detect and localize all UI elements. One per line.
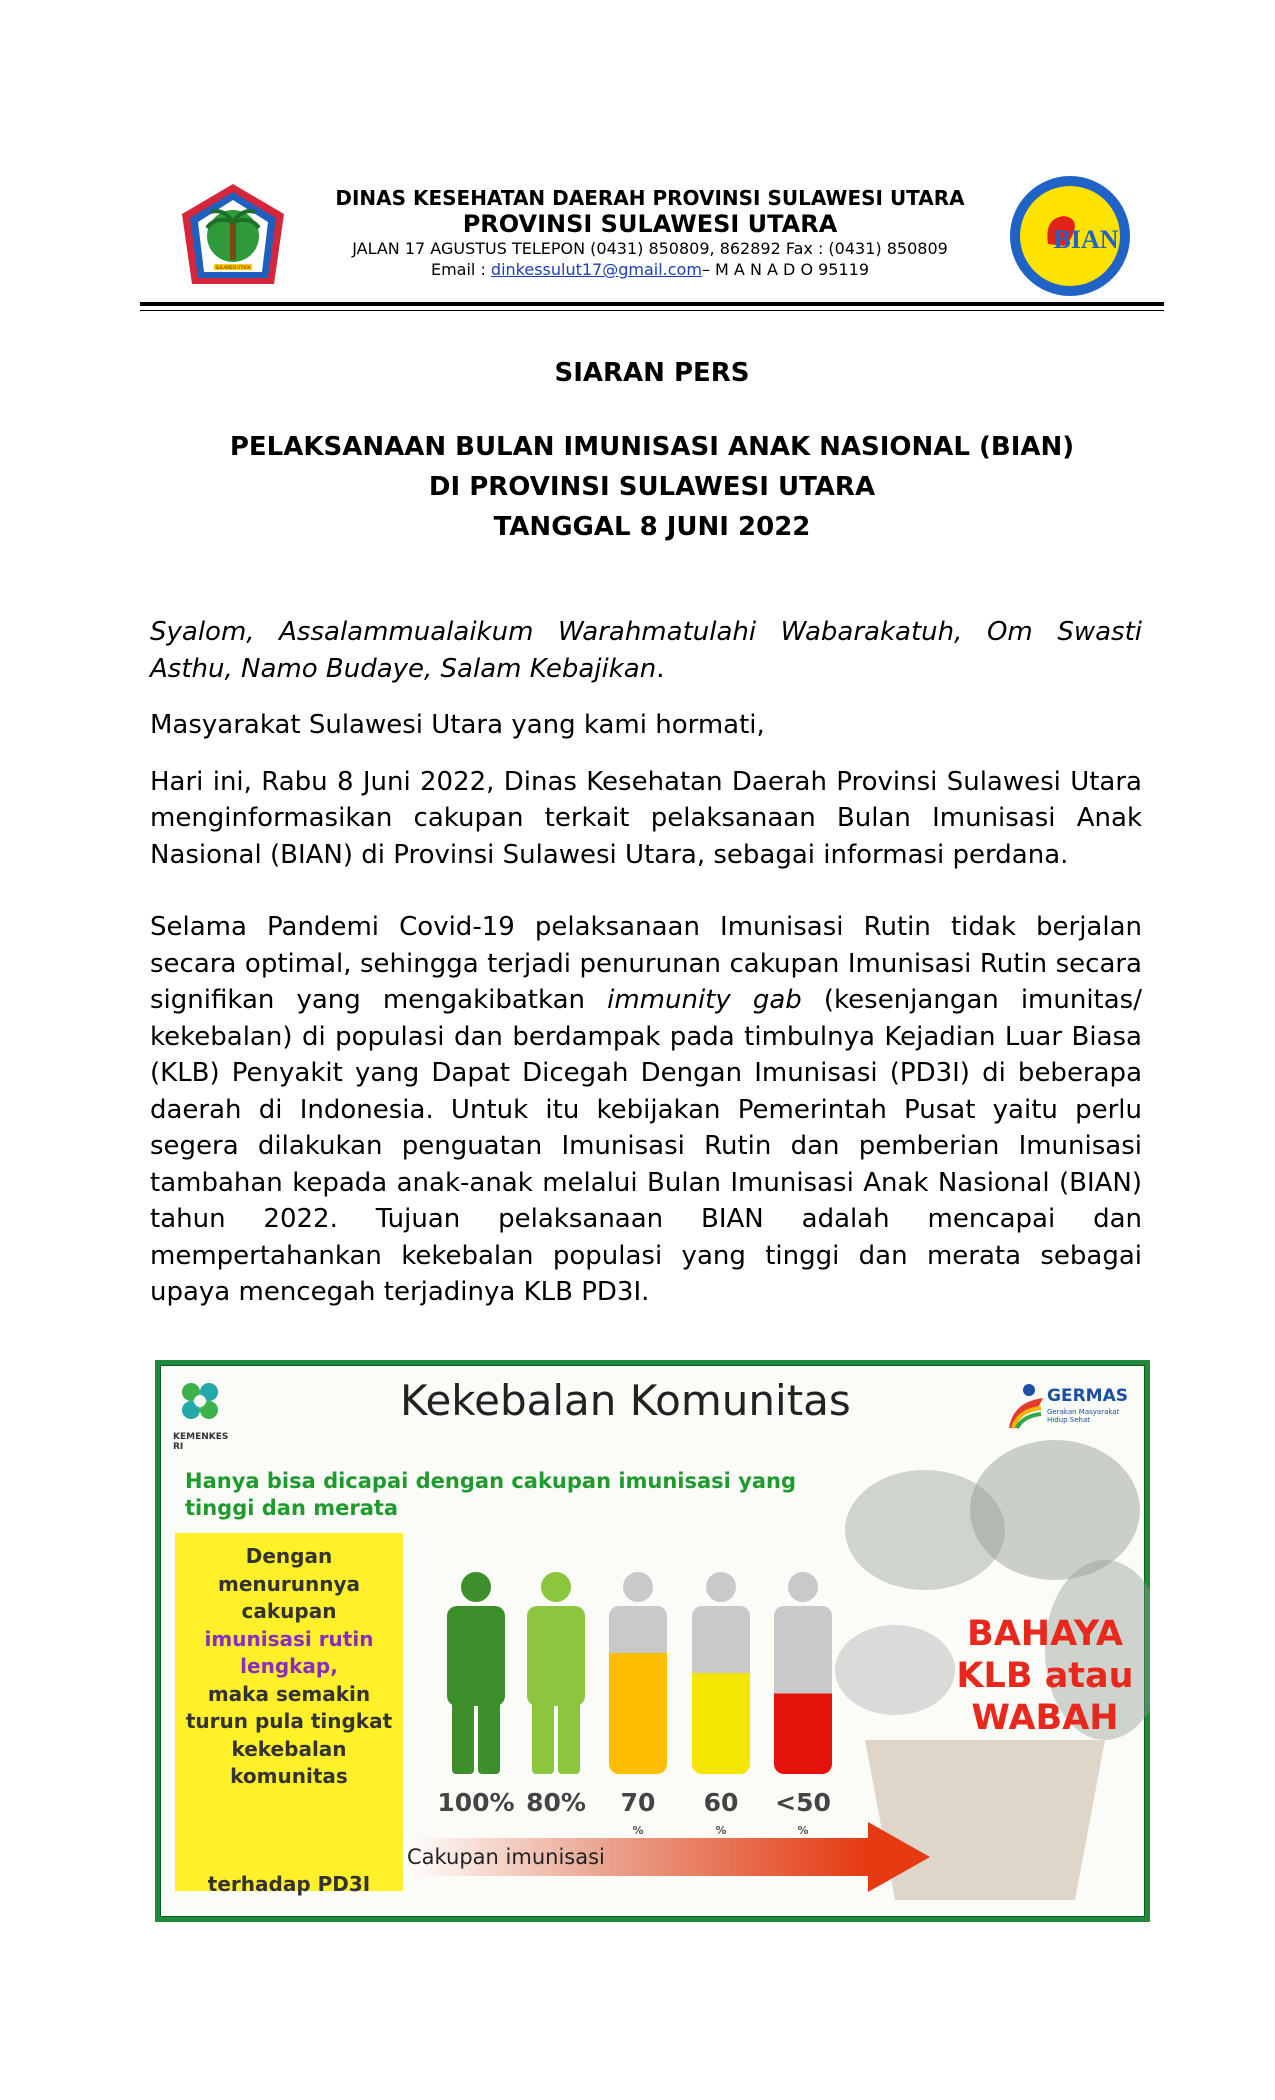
yellow-text-2: maka semakin turun pula tingkat kekebalan komunitas xyxy=(185,1681,393,1788)
coverage-label: Cakupan imunisasi xyxy=(407,1845,605,1869)
email-link[interactable]: dinkessulut17@gmail.com xyxy=(490,260,702,279)
press-release-heading: SIARAN PERS xyxy=(554,358,750,388)
paragraph-2-b: (kesenjangan imunitas/ kekebalan) di populasi dan berdampak pada timbulnya Kejadian Luar Biasa (KLB) Penyakit yang Dapat Dicegah Dengan Imunisasi (PD3I) di beberapa daerah di Indonesia. Untuk itu kebijakan Pemerintah Pusat yaitu perlu segera dilakukan penguatan Imunisasi Rutin dan pemberian Imunisasi tambahan kepada anak-anak melalui Bulan Imunisasi Anak Nasional (BIAN) tahun 2022. Tujuan pelaksanaan BIAN adalah mencapai dan mempertahankan kekebalan populasi yang tinggi dan merata sebagai upaya mencegah terjadinya KLB PD3I. xyxy=(150,985,1142,1307)
paragraph-2-a: Selama Pandemi Covid-19 pelaksanaan Imunisasi Rutin tidak berjalan secara optimal, sehingga terjadi penurunan cakupan Imunisasi Rutin secara signifikan yang mengakibatkan xyxy=(150,912,1142,1015)
address: JALAN 17 AGUSTUS TELEPON (0431) 850809, 862892 Fax : (0431) 850809 xyxy=(352,239,948,258)
sulut-emblem-icon xyxy=(178,180,288,290)
germas-subtitle: Gerakan Masyarakat Hidup Sehat xyxy=(1047,1408,1120,1424)
greeting-end: . xyxy=(656,653,665,684)
coverage-pct-60-sign: % xyxy=(715,1824,727,1837)
infographic-title: Kekebalan Komunitas xyxy=(400,1376,851,1425)
person-figure-under-50 xyxy=(774,1572,832,1774)
coverage-pct-70-sign: % xyxy=(632,1824,644,1837)
paragraph-2-emphasis: immunity gab xyxy=(607,985,802,1015)
coverage-pct-80: 80% xyxy=(526,1788,586,1817)
person-figure-70 xyxy=(609,1572,667,1774)
greeting-text: Syalom, Assalammualaikum Warahmatulahi Wabarakatuh, Om Swasti Asthu, Namo Budaye, Salam Kebajikan xyxy=(150,617,1142,684)
document-body xyxy=(150,614,1142,1311)
email-label: Email : xyxy=(430,260,491,279)
yellow-box-last-line: terhadap PD3I xyxy=(207,1872,371,1896)
title-line-3: TANGGAL 8 JUNI 2022 xyxy=(493,512,811,542)
coverage-pct-under-50-sign: % xyxy=(797,1824,809,1837)
svg-text:SULAWESI UTARA: SULAWESI UTARA xyxy=(215,265,251,270)
letterhead-rule-thick xyxy=(140,302,1164,306)
danger-line-2: KLB atau xyxy=(956,1656,1134,1696)
paragraph-1: Hari ini, Rabu 8 Juni 2022, Dinas Kesehatan Daerah Provinsi Sulawesi Utara menginformasikan cakupan terkait pelaksanaan Bulan Imunisasi Anak Nasional (BIAN) di Provinsi Sulawesi Utara, sebagai informasi perdana. xyxy=(150,766,1142,870)
kemenkes-label: KEMENKES RI xyxy=(173,1432,229,1452)
coverage-pct-60: 60 xyxy=(703,1788,739,1817)
germas-word: GERMAS xyxy=(1047,1386,1128,1406)
greeting xyxy=(150,614,1142,687)
yellow-text-highlight: imunisasi rutin lengkap, xyxy=(204,1626,374,1678)
province-name: PROVINSI SULAWESI UTARA xyxy=(462,210,838,238)
organization-name: DINAS KESEHATAN DAERAH PROVINSI SULAWESI UTARA xyxy=(335,186,965,210)
coverage-pct-under-50: <50 xyxy=(775,1788,831,1817)
email-line xyxy=(310,259,990,280)
danger-warning xyxy=(940,1613,1150,1739)
person-figure-80 xyxy=(527,1572,585,1774)
letterhead xyxy=(140,150,1160,310)
title-line-2: DI PROVINSI SULAWESI UTARA xyxy=(428,472,876,502)
yellow-text-1: Dengan menurunnya cakupan xyxy=(218,1544,360,1623)
person-figure-100 xyxy=(447,1572,505,1774)
infographic-herd-immunity xyxy=(155,1360,1150,1922)
letterhead-text xyxy=(310,186,990,280)
infographic-subtitle: Hanya bisa dicapai dengan cakupan imunisasi yang tinggi dan merata xyxy=(185,1469,797,1520)
bian-logo-icon xyxy=(1008,174,1132,298)
audience-line: Masyarakat Sulawesi Utara yang kami hormati, xyxy=(150,710,765,740)
city: – M A N A D O 95119 xyxy=(701,260,870,279)
coverage-pct-100: 100% xyxy=(437,1788,515,1817)
document-titles xyxy=(140,355,1164,547)
person-figure-60 xyxy=(692,1572,750,1774)
svg-text:BIAN: BIAN xyxy=(1053,225,1119,254)
coverage-pct-70: 70 xyxy=(620,1788,656,1817)
paragraph-2 xyxy=(150,909,1142,1311)
letterhead-rule-thin xyxy=(140,310,1164,311)
title-line-1: PELAKSANAAN BULAN IMUNISASI ANAK NASIONAL (BIAN) xyxy=(229,432,1075,462)
danger-line-1: BAHAYA xyxy=(967,1614,1123,1654)
danger-line-3: WABAH xyxy=(971,1698,1119,1738)
